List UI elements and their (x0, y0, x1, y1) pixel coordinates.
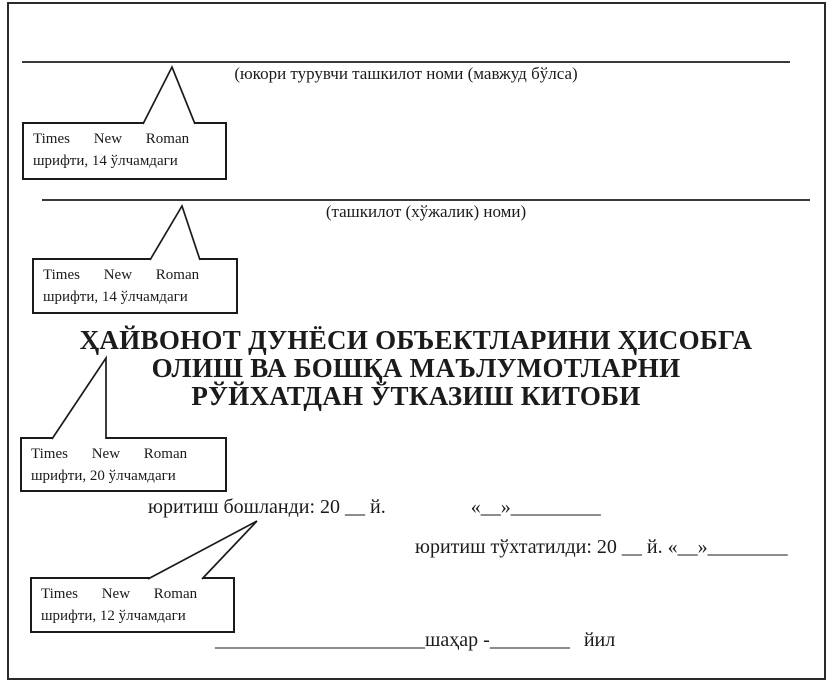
book-title-line3: РЎЙХАТДАН ЎТКАЗИШ КИТОБИ (191, 381, 641, 411)
callout-pointer-icon (138, 64, 208, 126)
started-row (148, 496, 601, 519)
city-label: шаҳар - (425, 629, 490, 651)
callout-font-name: Times New Roman (33, 131, 190, 147)
started-date-blank: «__»_________ (470, 496, 601, 518)
callout-font-size: шрифти, 20 ўлчамдаги (31, 467, 176, 484)
callout-font-note-dates (30, 577, 235, 633)
org-rule-line (42, 199, 810, 201)
city-year-row (215, 629, 615, 652)
book-title (0, 326, 832, 410)
stopped-row: юритиш тўхтатилди: 20 __ й. «__»________ (415, 536, 788, 558)
callout-font-name: Times New Roman (31, 446, 188, 462)
callout-font-note-title (20, 437, 227, 492)
upper-org-rule-line (22, 61, 790, 63)
city-blank: _____________________ (215, 629, 425, 651)
year-label: йил (583, 629, 616, 651)
callout-font-name: Times New Roman (43, 267, 200, 283)
callout-pointer-icon (145, 203, 210, 262)
callout-font-note-upper-org (22, 122, 227, 180)
callout-font-name: Times New Roman (41, 586, 198, 602)
upper-org-caption: (юкори турувчи ташкилот номи (мавжуд бўлса) (234, 64, 578, 83)
callout-pointer-icon (47, 355, 115, 441)
callout-font-note-org (32, 258, 238, 314)
callout-font-size: шрифти, 12 ўлчамдаги (41, 607, 186, 624)
callout-font-size: шрифти, 14 ўлчамдаги (43, 288, 188, 305)
callout-pointer-icon (143, 518, 265, 581)
year-blank: ________ (489, 629, 570, 651)
callout-font-size: шрифти, 14 ўлчамдаги (33, 152, 178, 169)
book-title-line2: ОЛИШ ВА БОШҚА МАЪЛУМОТЛАРНИ (151, 353, 681, 383)
book-title-line1: ҲАЙВОНОТ ДУНЁСИ ОБЪЕКТЛАРИНИ ҲИСОБГА (79, 325, 753, 355)
org-caption: (ташкилот (хўжалик) номи) (325, 202, 527, 221)
started-label: юритиш бошланди: 20 __ й. (148, 496, 386, 518)
